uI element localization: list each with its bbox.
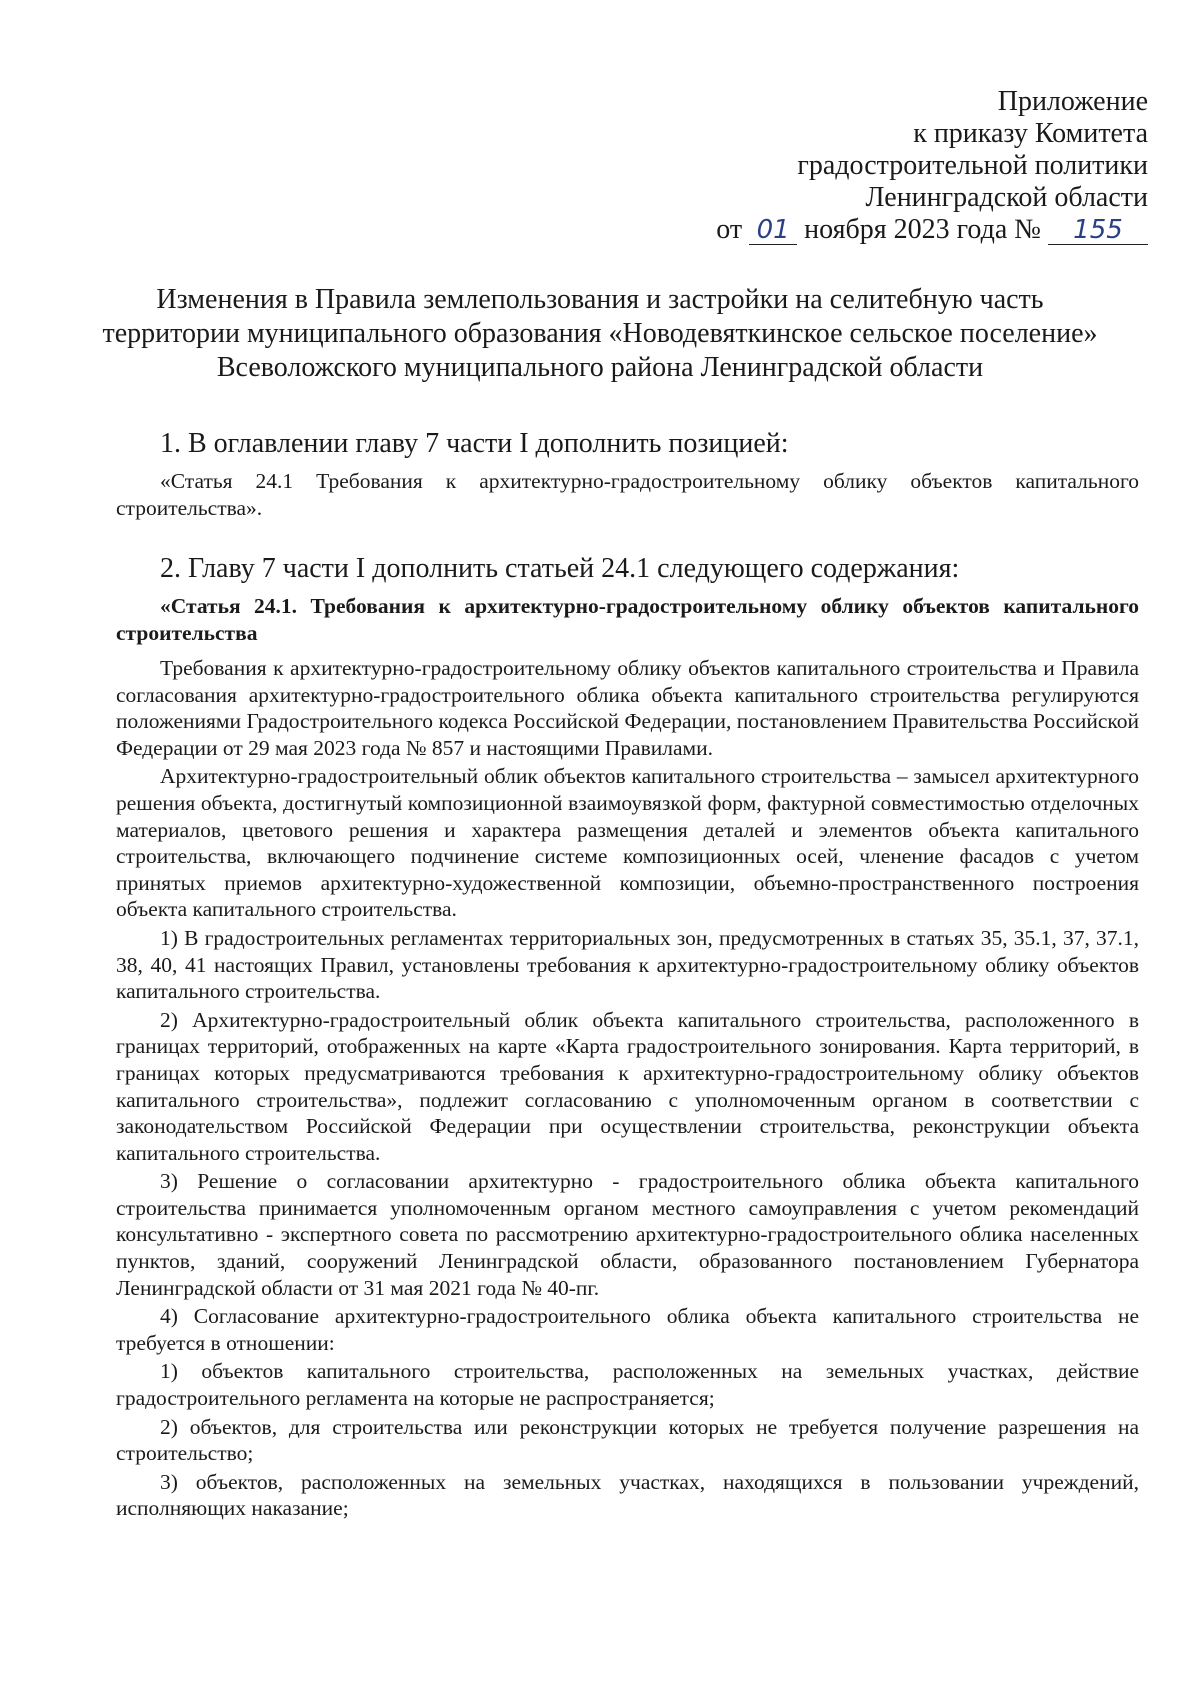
appendix-order-ref: к приказу Комитета (913, 118, 1148, 149)
point-2-heading: 2. Главу 7 части I дополнить статьей 24.1 следующего содержания: (160, 553, 960, 584)
order-number-handwritten: 155 (1048, 216, 1148, 245)
appendix-label: Приложение (997, 86, 1148, 117)
point-1-heading: 1. В оглавлении главу 7 части I дополнить позицией: (160, 428, 789, 459)
date-rest: ноября 2023 года № (804, 214, 1041, 245)
article-heading-block (116, 593, 1139, 647)
date-prefix: от (716, 214, 743, 245)
point-1-quote-block (116, 468, 1139, 521)
title-line-1: Изменения в Правила землепользования и застройки на селитебную часть (156, 284, 1044, 315)
body-paragraph-6: 4) Согласование архитектурно-градостроительного облика объекта капитального строительства не требуется в отношении: (116, 1304, 1139, 1355)
document-title (60, 283, 1140, 385)
body-paragraph-1: Требования к архитектурно-градостроительному облику объектов капитального строительства и Правила согласования архитектурно-градостроительного облика объекта капитального строительства регулируются положениями Градостроительного кодекса Российской Федерации, постановлением Правительства Российской Федерации от 29 мая 2023 года № 857 и настоящими Правилами. (116, 656, 1139, 760)
article-body (116, 655, 1139, 1522)
body-paragraph-4: 2) Архитектурно-градостроительный облик объекта капитального строительства, расположенного в границах территорий, отображенных на карте «Карта градостроительного зонирования. Карта территорий, в границах которых предусматриваются требования к архитектурно-градостроительному облику объектов капитального строительства», подлежит согласованию с уполномоченным органом в соответствии с законодательством Российской Федерации при осуществлении строительства, реконструкции объекта капитального строительства. (116, 1007, 1139, 1165)
appendix-header (716, 86, 1148, 246)
appendix-committee: градостроительной политики (797, 150, 1148, 181)
appendix-region: Ленинградской области (865, 182, 1148, 213)
body-paragraph-5: 3) Решение о согласовании архитектурно - градостроительного облика объекта капитального строительства принимается уполномоченным органом местного самоуправления с учетом рекомендаций консультативно - экспертного совета по рассмотрению архитектурно-градостроительного облика населенных пунктов, зданий, сооружений Ленинградской области, образованного постановлением Губернатора Ленинградской области от 31 мая 2021 года № 40-пг. (116, 1169, 1139, 1300)
body-paragraph-8: 2) объектов, для строительства или реконструкции которых не требуется получение разрешения на строительство; (116, 1414, 1139, 1466)
point-1-quote: «Статья 24.1 Требования к архитектурно-градостроительному облику объектов капитального строительства». (116, 469, 1139, 520)
title-line-2: территории муниципального образования «Новодевяткинское сельское поселение» (102, 318, 1098, 349)
title-line-3: Всеволожского муниципального района Ленинградской области (216, 352, 984, 383)
body-paragraph-9: 3) объектов, расположенных на земельных участках, находящихся в пользовании учреждений, исполняющих наказание; (116, 1469, 1139, 1521)
date-day-handwritten: 01 (749, 216, 797, 245)
body-paragraph-7: 1) объектов капитального строительства, расположенных на земельных участках, действие градостроительного регламента на которые не распространяется; (116, 1359, 1139, 1411)
body-paragraph-2: Архитектурно-градостроительный облик объектов капитального строительства – замысел архитектурного решения объекта, достигнутый композиционной взаимоувязкой форм, фактурной совместимостью отделочных материалов, цветового решения и характера размещения деталей и элементов объекта капитального строительства, включающего подчинение системе композиционных осей, членение фасадов с учетом принятых приемов архитектурно-художественной композиции, объемно-пространственного построения объекта капитального строительства. (116, 764, 1139, 922)
body-paragraph-3: 1) В градостроительных регламентах территориальных зон, предусмотренных в статьях 35, 35.1, 37, 37.1, 38, 40, 41 настоящих Правил, установлены требования к архитектурно-градостроительному облику объектов капитального строительства. (116, 925, 1139, 1004)
article-heading: «Статья 24.1. Требования к архитектурно-градостроительному облику объектов капитального строительства (116, 594, 1139, 645)
appendix-date-line (716, 214, 1148, 246)
